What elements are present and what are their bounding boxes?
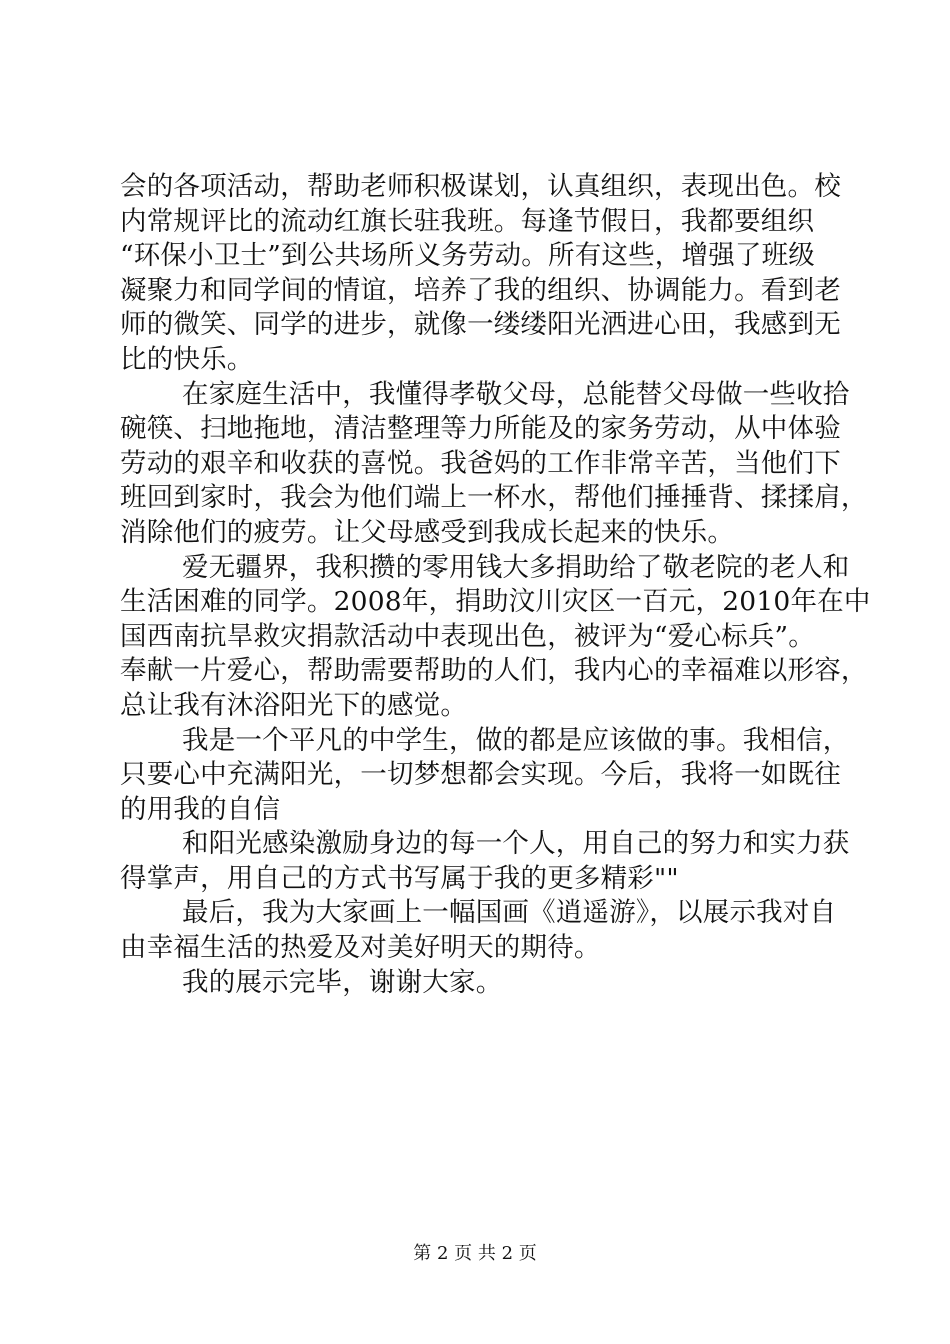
text-line: 会的各项活动，帮助老师积极谋划，认真组织，表现出色。校 — [120, 171, 841, 202]
text-line: 在家庭生活中，我懂得孝敬父母，总能替父母做一些收拾 — [182, 378, 850, 410]
text-line: 生活困难的同学。2008年，捐助汶川灾区一百元，2010年在中 — [120, 586, 871, 618]
text-line: 总让我有沐浴阳光下的感觉。 — [120, 689, 468, 721]
text-line: 由幸福生活的热爱及对美好明天的期待。 — [120, 932, 601, 964]
text-line: 只要心中充满阳光，一切梦想都会实现。今后，我将一如既往 — [120, 759, 841, 791]
text-line: 凝聚力和同学间的情谊，培养了我的组织、协调能力。看到老 — [120, 274, 841, 306]
text-line: 最后，我为大家画上一幅国画《逍遥游》，以展示我对自 — [182, 897, 837, 929]
document-body — [120, 170, 871, 1000]
text-line: 内常规评比的流动红旗长驻我班。每逢节假日，我都要组织 — [120, 205, 815, 237]
text-line: 班回到家时，我会为他们端上一杯水，帮他们捶捶背、揉揉肩， — [120, 482, 868, 514]
text-line: 爱无疆界，我积攒的零用钱大多捐助给了敬老院的老人和 — [182, 551, 850, 583]
page-footer: 第 2 页 共 2 页 — [413, 1243, 537, 1264]
text-line: 劳动的艰辛和收获的喜悦。我爸妈的工作非常辛苦，当他们下 — [120, 447, 841, 479]
text-line: 国西南抗旱救灾捐款活动中表现出色，被评为“爱心标兵”。 — [120, 620, 815, 652]
text-line: 消除他们的疲劳。让父母感受到我成长起来的快乐。 — [120, 516, 735, 548]
text-line: 奉献一片爱心，帮助需要帮助的人们，我内心的幸福难以形容， — [120, 655, 868, 687]
text-line: 师的微笑、同学的进步，就像一缕缕阳光洒进心田，我感到无 — [120, 309, 841, 341]
text-line: 得掌声，用自己的方式书写属于我的更多精彩"" — [120, 862, 679, 894]
text-line: 和阳光感染激励身边的每一个人，用自己的努力和实力获 — [182, 828, 850, 860]
text-line: 我是一个平凡的中学生，做的都是应该做的事。我相信， — [182, 724, 850, 756]
text-line: 我的展示完毕，谢谢大家。 — [182, 966, 503, 998]
text-line: 碗筷、扫地拖地，清洁整理等力所能及的家务劳动，从中体验 — [120, 413, 841, 445]
text-line: “环保小卫士”到公共场所义务劳动。所有这些，增强了班级 — [120, 240, 815, 272]
text-line: 比的快乐。 — [120, 343, 254, 375]
text-line: 的用我的自信 — [120, 793, 281, 825]
